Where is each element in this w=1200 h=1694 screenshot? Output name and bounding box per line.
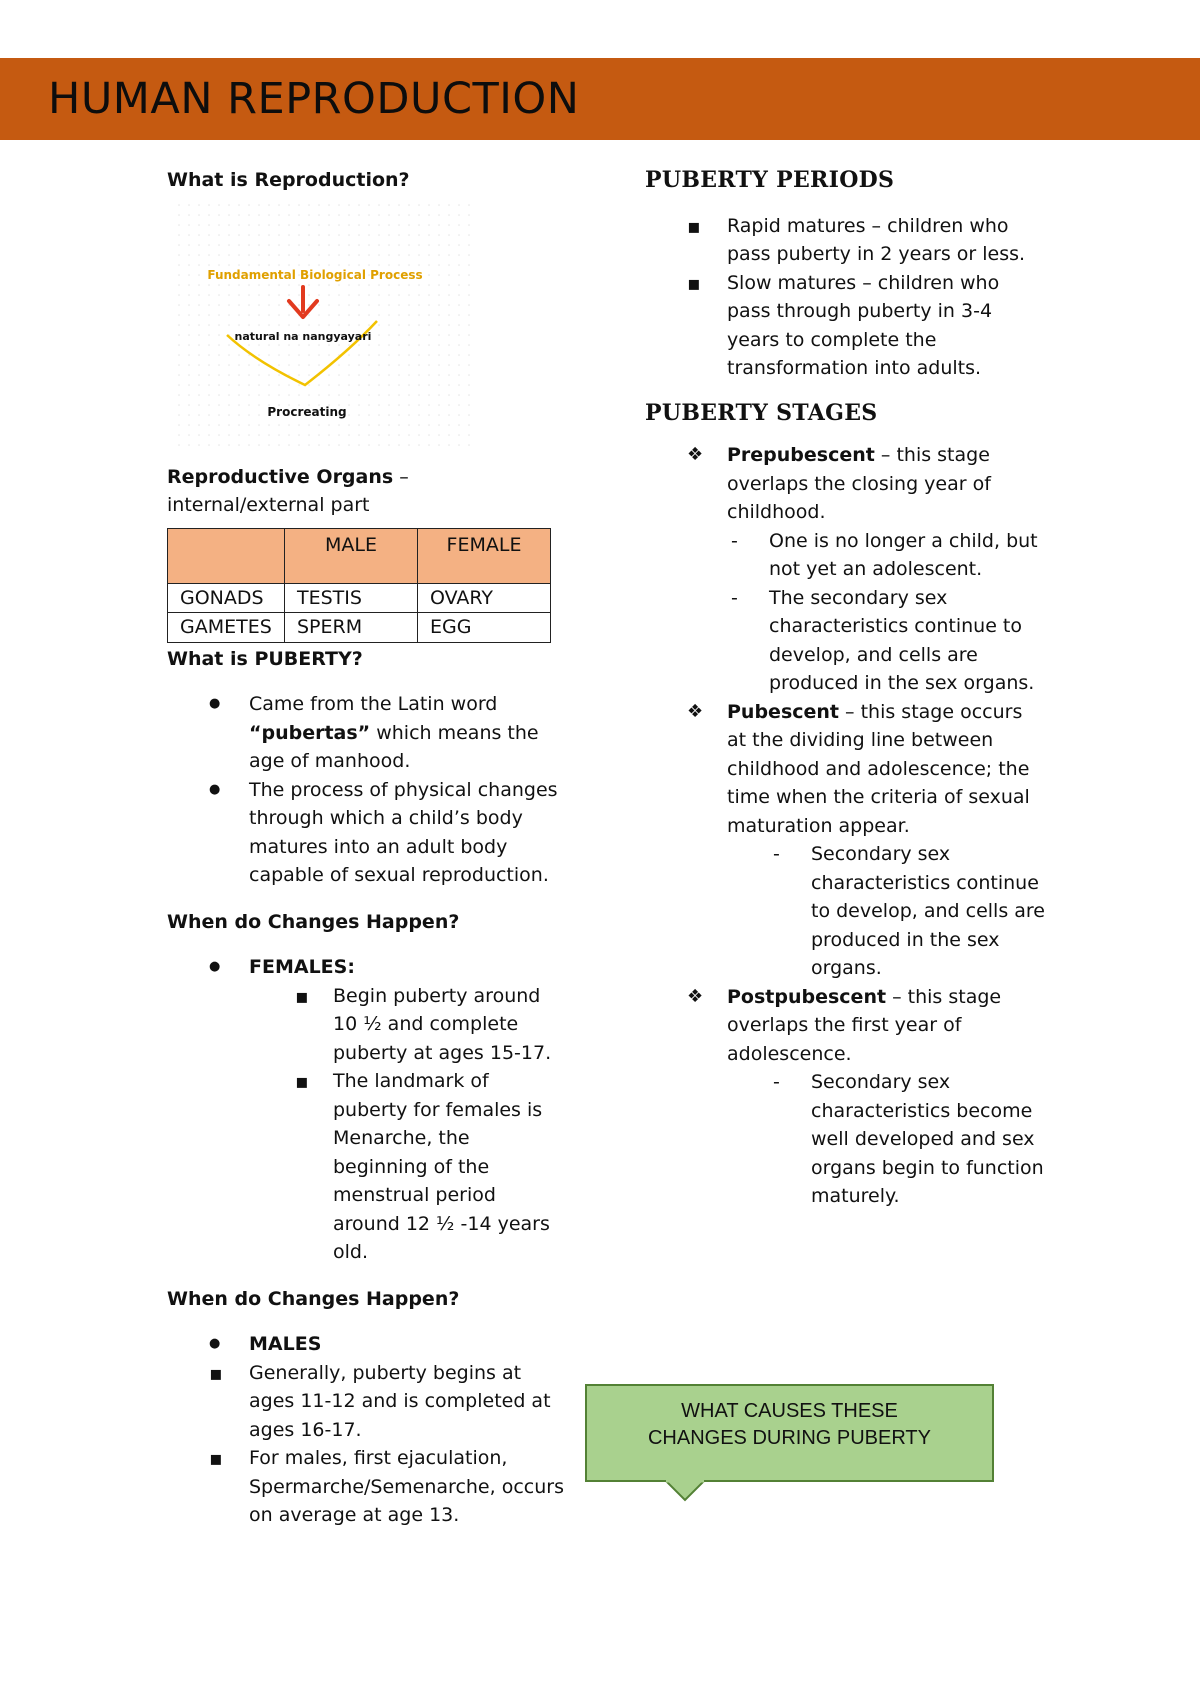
diagram-middle-label: natural na nangyayari <box>234 329 372 343</box>
table-cell: GAMETES <box>168 613 285 643</box>
diagram-top-label: Fundamental Biological Process <box>207 267 423 282</box>
puberty-stages-heading: PUBERTY STAGES <box>645 399 878 426</box>
stage-description: – this stage overlaps the closing year of childhood. <box>727 444 991 523</box>
stage-sublist <box>769 527 1047 698</box>
females-sublist <box>333 982 563 1267</box>
diagram-graphic <box>177 203 477 453</box>
stage-item <box>727 698 1047 983</box>
table-cell: TESTIS <box>285 583 418 613</box>
changes-question-males: When do Changes Happen? <box>167 1287 460 1310</box>
periods-list <box>727 212 1047 383</box>
puberty-list <box>249 690 567 890</box>
callout-line-1: WHAT CAUSES THESE <box>681 1400 898 1422</box>
list-item: - The secondary sex characteristics continue to develop, and cells are produced in the sex organs. <box>769 584 1047 698</box>
list-item-text: Came from the Latin word <box>249 693 498 715</box>
list-item: - One is no longer a child, but not yet an adolescent. <box>769 527 1047 584</box>
reproduction-question: What is Reproduction? <box>167 169 410 191</box>
reproduction-diagram <box>177 203 477 453</box>
list-item: ▪ For males, first ejaculation, Spermarche/Semenarche, occurs on average at age 13. <box>249 1444 567 1530</box>
list-item: ● The process of physical changes through which a child’s body matures into an adult body capable of sexual reproduction. <box>249 776 567 890</box>
puberty-periods-heading: PUBERTY PERIODS <box>645 167 895 193</box>
list-item: ▪ Generally, puberty begins at ages 11-12 and is completed at ages 16-17. <box>249 1359 567 1445</box>
females-list <box>249 953 567 982</box>
stage-name: Pubescent <box>727 700 840 723</box>
table-row <box>168 583 551 613</box>
stage-item <box>727 983 1047 1211</box>
list-item: ▪ Begin puberty around 10 ½ and complete puberty at ages 15-17. <box>333 982 563 1068</box>
stage-description: – this stage overlaps the first year of adolescence. <box>727 985 1002 1065</box>
list-item: ▪ The landmark of puberty for females is Menarche, the beginning of the menstrual period around 12 ½ -14 years old. <box>333 1067 563 1267</box>
males-label: ● MALES <box>249 1330 567 1359</box>
table-row <box>168 613 551 643</box>
table-header-cell <box>168 528 285 583</box>
list-item-text: which means the age of manhood. <box>249 721 539 772</box>
organs-description: – internal/external part <box>167 465 409 516</box>
latin-term: “pubertas” <box>249 721 371 744</box>
table-cell: GONADS <box>168 583 285 613</box>
table-cell: EGG <box>418 613 551 643</box>
callout-pointer-shape <box>665 1480 705 1500</box>
callout-line-2: CHANGES DURING PUBERTY <box>647 1427 931 1449</box>
stage-description: – this stage occurs at the dividing line between childhood and adolescence; the time when the criteria of sexual maturation appear. <box>727 700 1030 837</box>
stages-list <box>727 441 1047 1211</box>
right-column <box>645 166 1045 1211</box>
list-item: ▪ Slow matures – children who pass through puberty in 3-4 years to complete the transformation into adults. <box>727 269 1047 383</box>
table-header-cell: MALE <box>285 528 418 583</box>
organs-title: Reproductive Organs <box>167 465 394 488</box>
title-banner <box>0 58 1200 140</box>
list-item <box>249 690 567 776</box>
stage-name: Postpubescent <box>727 985 887 1008</box>
page-title: HUMAN REPRODUCTION <box>48 74 580 124</box>
list-item: ▪ Rapid matures – children who pass puberty in 2 years or less. <box>727 212 1047 269</box>
list-item: - Secondary sex characteristics continue to develop, and cells are produced in the sex organs. <box>811 840 1047 983</box>
diagram-bottom-label: Procreating <box>267 404 347 419</box>
left-column <box>167 166 567 1530</box>
stage-sublist <box>811 840 1047 983</box>
females-label: ● FEMALES: <box>249 953 567 982</box>
changes-question-females: When do Changes Happen? <box>167 910 460 933</box>
list-item: - Secondary sex characteristics become well developed and sex organs begin to function maturely. <box>811 1068 1047 1211</box>
stage-item <box>727 441 1047 698</box>
organs-table <box>167 528 551 643</box>
callout-pointer <box>585 1480 994 1504</box>
puberty-question: What is PUBERTY? <box>167 647 363 670</box>
organs-line <box>167 463 567 520</box>
table-header-cell: FEMALE <box>418 528 551 583</box>
table-cell: OVARY <box>418 583 551 613</box>
stage-name: Prepubescent <box>727 444 875 466</box>
table-header-row <box>168 528 551 583</box>
causes-callout <box>585 1384 994 1482</box>
table-cell: SPERM <box>285 613 418 643</box>
stage-sublist <box>811 1068 1047 1211</box>
males-list <box>249 1330 567 1530</box>
